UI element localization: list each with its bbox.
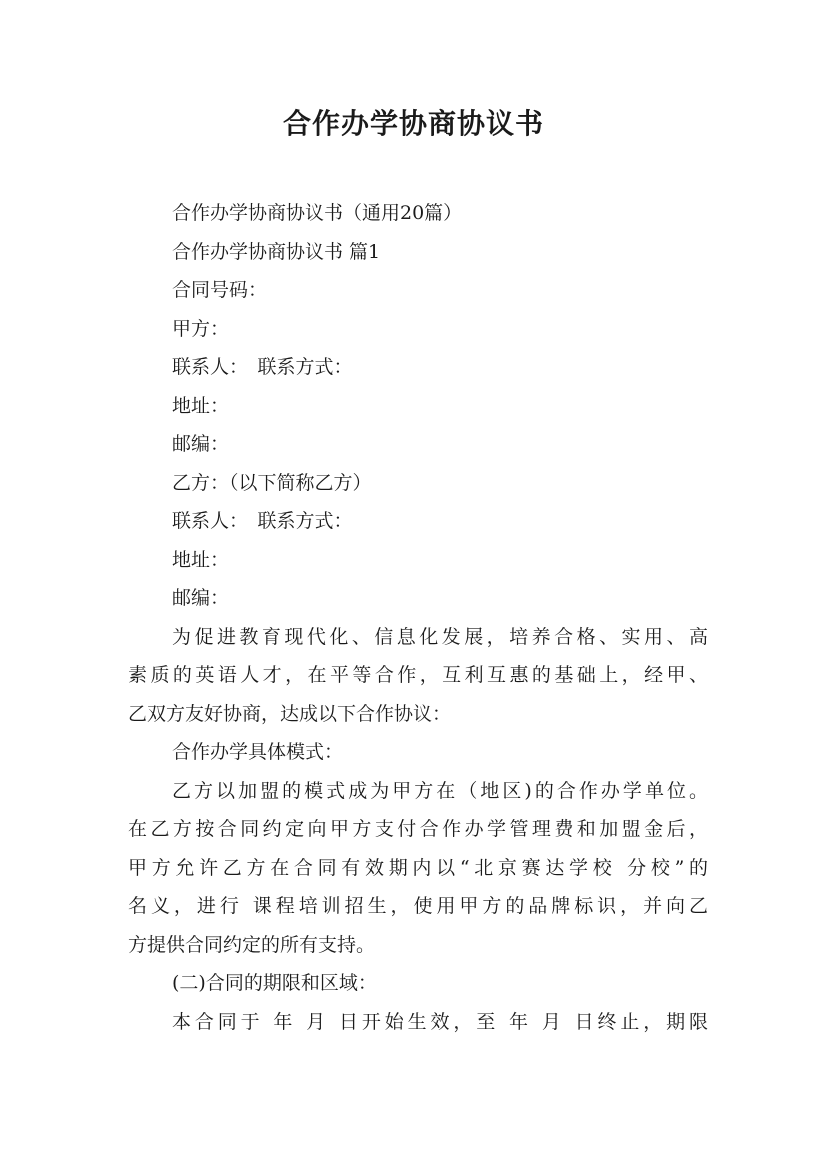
preamble-line: 素质的英语人才，在平等合作，互利互惠的基础上，经甲、 (128, 664, 708, 686)
chapter-heading: 合作办学协商协议书 篇1 (172, 240, 381, 263)
preamble-line: 乙双方友好协商，达成以下合作协议： (128, 702, 452, 725)
section-heading: (二)合同的期限和区域： (172, 972, 377, 994)
subtitle-line: 合作办学协商协议书（通用20篇） (172, 202, 463, 224)
section-heading: 合作办学具体模式： (172, 741, 344, 763)
contract-number-line: 合同号码： (172, 279, 268, 301)
party-b-postcode-line: 邮编： (172, 587, 230, 609)
mode-paragraph-line: 方提供合同约定的所有支持。 (128, 933, 376, 956)
term-paragraph-line: 本合同于 年 月 日开始生效，至 年 月 日终止，期限 (172, 1010, 708, 1033)
document-title: 合作办学协商协议书 (282, 107, 544, 140)
mode-paragraph-line: 在乙方按合同约定向甲方支付合作办学管理费和加盟金后， (128, 818, 708, 840)
party-a-line: 甲方： (172, 317, 230, 340)
party-b-contact-line: 联系人： 联系方式： (172, 510, 353, 532)
party-a-postcode-line: 邮编： (172, 433, 230, 455)
party-a-address-line: 地址： (172, 394, 230, 417)
mode-paragraph-line: 乙方以加盟的模式成为甲方在（地区)的合作办学单位。 (172, 779, 708, 802)
document-body (128, 194, 708, 1041)
mode-paragraph-line: 甲方允许乙方在合同有效期内以“北京赛达学校 分校”的 (128, 856, 708, 879)
party-a-contact-line: 联系人： 联系方式： (172, 356, 353, 378)
mode-paragraph-line: 名义，进行 课程培训招生，使用甲方的品牌标识，并向乙 (128, 895, 708, 917)
party-b-address-line: 地址： (172, 548, 230, 571)
party-b-line: 乙方：（以下简称乙方） (172, 471, 372, 494)
preamble-line: 为促进教育现代化、信息化发展，培养合格、实用、高 (172, 625, 708, 648)
